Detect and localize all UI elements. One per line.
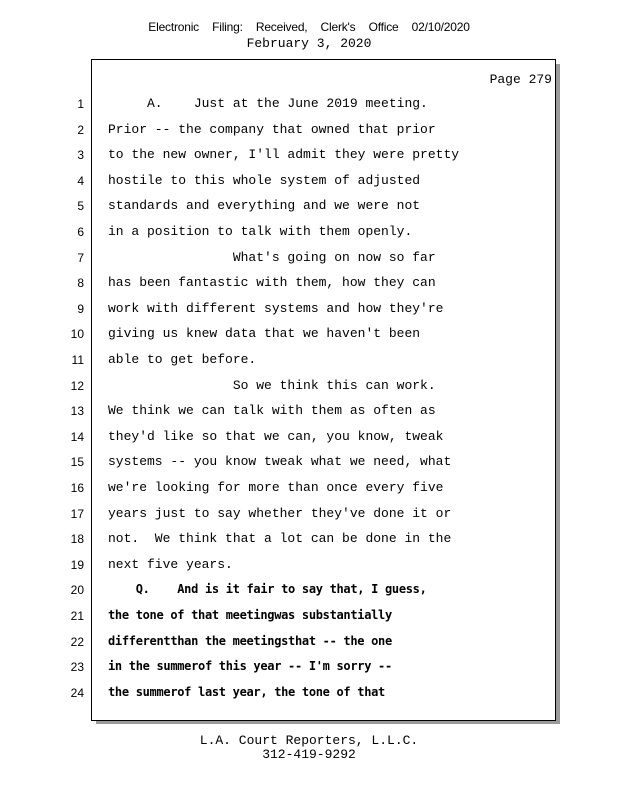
line-number: 21 (70, 609, 84, 623)
line-number: 22 (70, 634, 84, 649)
line-text: able to get before. (108, 352, 257, 367)
line-text: we're looking for more than once every five (108, 480, 444, 495)
line-text: to the new owner, I'll admit they were pretty (108, 147, 460, 163)
line-number: 10 (70, 327, 84, 342)
transcript-line (70, 376, 555, 396)
line-text: next five years. (108, 556, 233, 572)
line-number: 17 (70, 506, 84, 521)
transcript-line (70, 580, 555, 600)
transcript-line (70, 427, 555, 447)
line-number: 11 (71, 353, 84, 367)
line-text: hostile to this whole system of adjusted (108, 172, 421, 188)
transcript-line (70, 555, 555, 575)
line-number: 9 (77, 301, 84, 316)
line-number: 16 (70, 481, 84, 495)
line-number: 1 (77, 97, 84, 111)
line-text: in the summerof this year -- I'm sorry -- (108, 659, 392, 674)
line-text: Prior -- the company that owned that prior (108, 121, 436, 137)
line-number: 24 (70, 685, 84, 700)
line-text: giving us knew data that we haven't been (108, 326, 421, 342)
line-number: 14 (70, 429, 84, 444)
line-text: A. Just at the June 2019 meeting. (108, 96, 428, 111)
line-number: 12 (70, 378, 84, 393)
transcript-line (77, 120, 555, 140)
line-text: in a position to talk with them openly. (108, 224, 413, 239)
line-number: 13 (70, 404, 84, 419)
line-text: Q. And is it fair to say that, I guess, (108, 582, 427, 597)
line-number: 2 (77, 122, 84, 137)
line-number: 19 (70, 557, 84, 572)
transcript-line (70, 324, 555, 344)
line-text: systems -- you know tweak what we need, what (108, 454, 452, 470)
line-number: 5 (77, 199, 84, 214)
line-number: 20 (70, 583, 84, 598)
line-text: So we think this can work. (108, 377, 436, 393)
page-number: Page 279 (489, 72, 552, 87)
transcript-date: February 3, 2020 (246, 36, 372, 51)
transcript-page (70, 59, 556, 721)
transcript-line (77, 145, 555, 165)
transcript-line (70, 529, 555, 549)
line-text: We think we can talk with them as often as (108, 403, 436, 419)
line-text: differentthan the meetingsthat -- the one (108, 633, 392, 648)
line-text: not. We think that a lot can be done in the (108, 531, 452, 547)
transcript-line (77, 248, 555, 268)
line-number: 3 (77, 148, 84, 163)
line-text: has been fantastic with them, how they can (108, 275, 436, 291)
transcript-line (70, 606, 555, 626)
transcript-line (77, 299, 555, 319)
line-number: 7 (77, 250, 84, 265)
filing-stamp: Electronic Filing: Received, Clerk's Office 02/10/2020 (148, 20, 470, 34)
line-number: 6 (77, 225, 84, 239)
transcript-line (77, 94, 555, 114)
transcript-line (70, 683, 555, 703)
transcript-line (70, 632, 555, 652)
line-text: years just to say whether they've done it or (108, 505, 452, 521)
transcript-line (70, 452, 555, 472)
line-text: What's going on now so far (108, 249, 436, 265)
line-text: the summerof last year, the tone of that (108, 684, 385, 699)
line-text: the tone of that meetingwas substantially (108, 608, 392, 622)
reporter-phone: 312-419-9292 (262, 747, 356, 762)
line-number: 8 (77, 276, 84, 291)
transcript-line (71, 350, 555, 370)
line-text: they'd like so that we can, you know, tweak (108, 428, 444, 444)
transcript-line (77, 196, 555, 216)
line-number: 4 (77, 173, 84, 188)
reporter-company: L.A. Court Reporters, L.L.C. (199, 733, 419, 748)
line-text: work with different systems and how they're (108, 300, 444, 316)
transcript-line (77, 273, 555, 293)
transcript-line (77, 171, 555, 191)
line-text: standards and everything and we were not (108, 198, 421, 214)
transcript-line (70, 504, 555, 524)
transcript-line (70, 657, 555, 677)
transcript-line (77, 222, 555, 242)
transcript-line (70, 401, 555, 421)
line-number: 18 (70, 532, 84, 547)
transcript-line (70, 478, 555, 498)
line-number: 23 (70, 660, 84, 675)
line-number: 15 (70, 455, 84, 470)
